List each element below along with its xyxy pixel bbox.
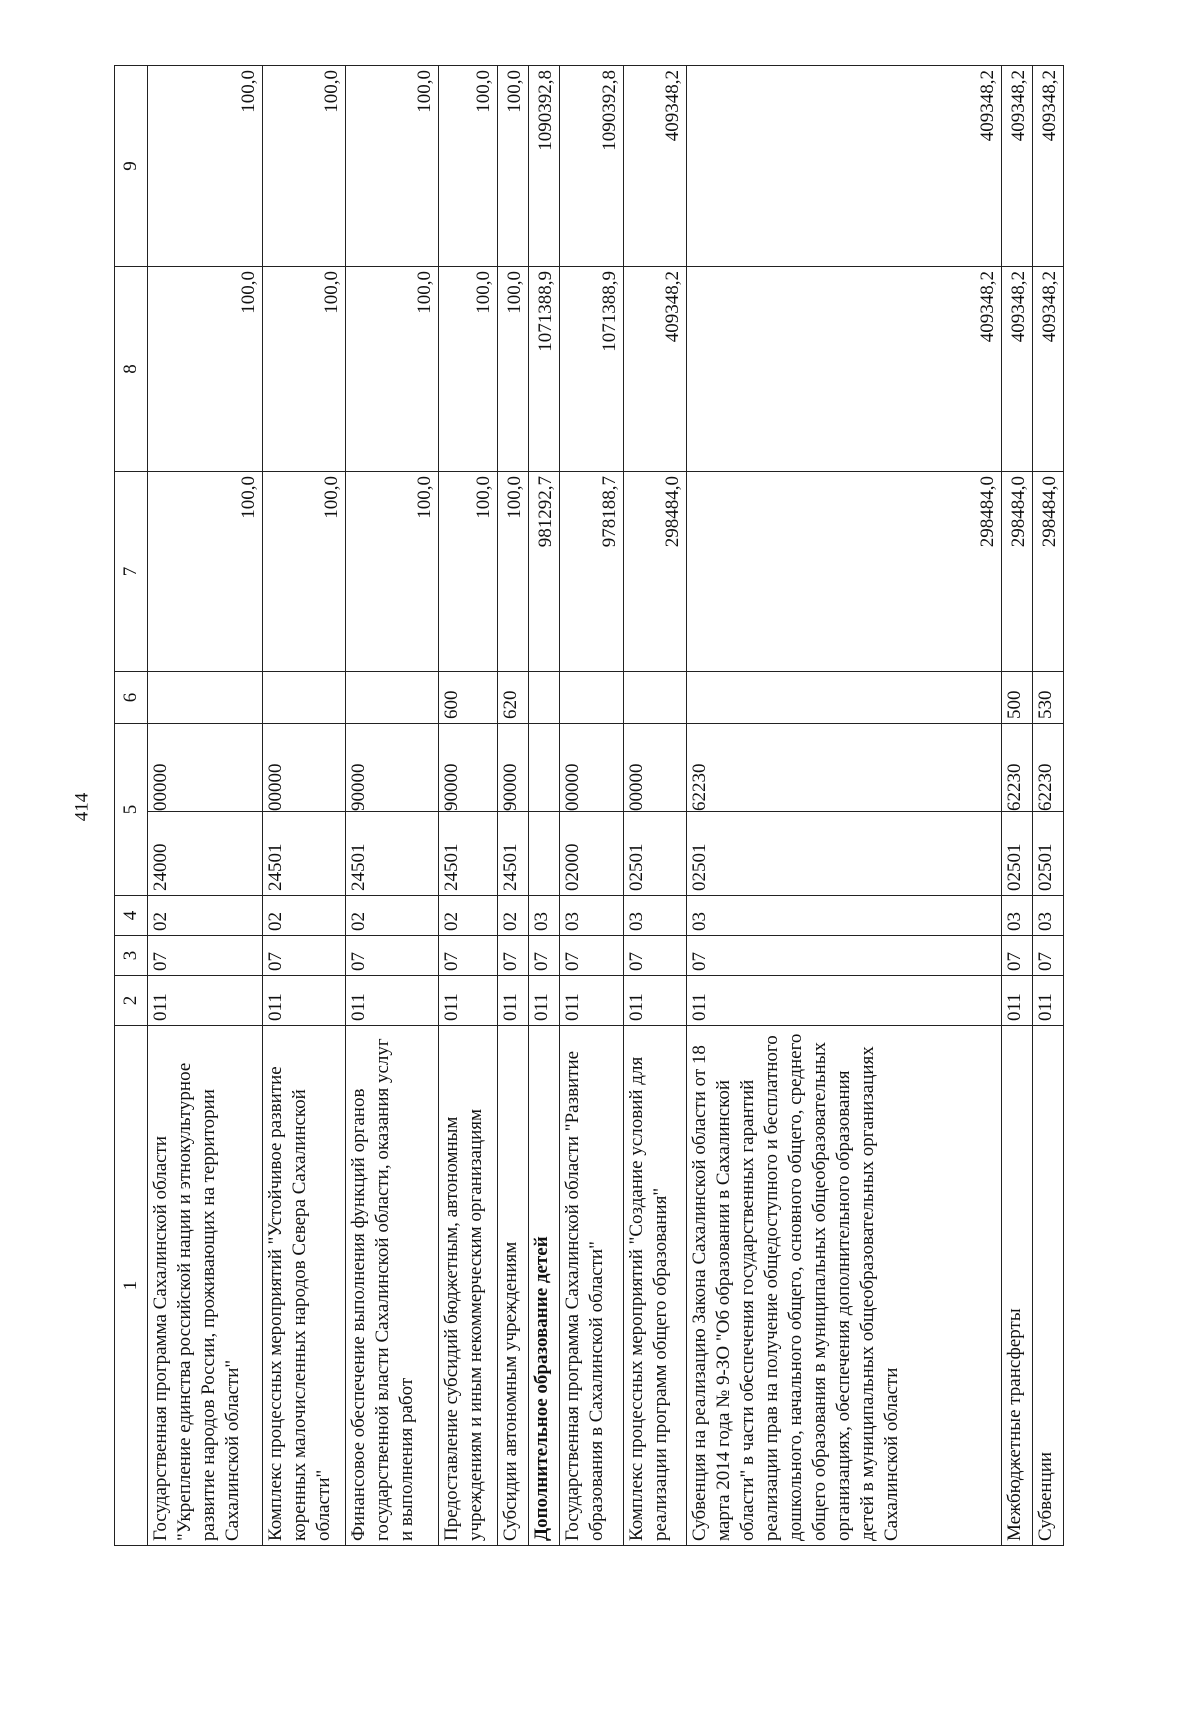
code-2-cell: 011: [528, 976, 559, 1026]
value-9-cell: 409348,2: [1033, 66, 1064, 267]
value-7-cell: 298484,0: [1002, 472, 1033, 672]
value-9-cell: 409348,2: [1002, 66, 1033, 267]
table-row: [498, 66, 529, 1546]
value-7-cell: 298484,0: [1033, 472, 1064, 672]
code-5b-cell: 00000: [262, 724, 346, 812]
value-7-cell: 100,0: [148, 472, 263, 672]
code-5a-cell: 02501: [1033, 812, 1064, 896]
code-2-cell: 011: [1033, 976, 1064, 1026]
code-3-cell: 07: [262, 936, 346, 976]
code-2-cell: 011: [148, 976, 263, 1026]
code-6-cell: 500: [1002, 672, 1033, 724]
value-8-cell: 409348,2: [687, 267, 1002, 472]
value-7-cell: 978188,7: [559, 472, 623, 672]
col-header-4: 4: [115, 896, 148, 936]
col-header-9: 9: [115, 66, 148, 267]
code-3-cell: 07: [1002, 936, 1033, 976]
col-header-2: 2: [115, 976, 148, 1026]
table-row: [346, 66, 438, 1546]
code-5a-cell: 02501: [1002, 812, 1033, 896]
code-6-cell: 600: [438, 672, 497, 724]
code-5a-cell: 02501: [687, 812, 1002, 896]
code-5b-cell: 62230: [1033, 724, 1064, 812]
table-row: [262, 66, 346, 1546]
value-9-cell: 409348,2: [687, 66, 1002, 267]
code-5b-cell: 90000: [498, 724, 529, 812]
code-4-cell: 03: [623, 896, 687, 936]
row-name-cell: Комплекс процессных мероприятий "Создание условий для реализации программ общего образования": [623, 1026, 687, 1546]
code-6-cell: 530: [1033, 672, 1064, 724]
table-row: [438, 66, 497, 1546]
value-7-cell: 298484,0: [623, 472, 687, 672]
value-8-cell: 409348,2: [623, 267, 687, 472]
code-4-cell: 03: [1002, 896, 1033, 936]
value-7-cell: 100,0: [498, 472, 529, 672]
code-6-cell: [262, 672, 346, 724]
table-body: [148, 66, 1064, 1546]
code-5a-cell: 24501: [438, 812, 497, 896]
code-4-cell: 03: [559, 896, 623, 936]
code-5a-cell: 24501: [262, 812, 346, 896]
code-5a-cell: 24501: [346, 812, 438, 896]
value-8-cell: 100,0: [498, 267, 529, 472]
row-name-cell: Государственная программа Сахалинской области "Развитие образования в Сахалинской области": [559, 1026, 623, 1546]
code-2-cell: 011: [262, 976, 346, 1026]
value-7-cell: 981292,7: [528, 472, 559, 672]
rotated-table-container: [114, 66, 1064, 1546]
code-6-cell: [148, 672, 263, 724]
value-7-cell: 298484,0: [687, 472, 1002, 672]
row-name-cell: Субвенции: [1033, 1026, 1064, 1546]
code-5a-cell: 02000: [559, 812, 623, 896]
code-3-cell: 07: [1033, 936, 1064, 976]
value-9-cell: 100,0: [438, 66, 497, 267]
code-6-cell: [559, 672, 623, 724]
value-7-cell: 100,0: [262, 472, 346, 672]
table-row: [559, 66, 623, 1546]
code-6-cell: [687, 672, 1002, 724]
value-8-cell: 1071388,9: [559, 267, 623, 472]
code-5a-cell: 02501: [623, 812, 687, 896]
row-name-cell: Межбюджетные трансферты: [1002, 1026, 1033, 1546]
value-9-cell: 1090392,8: [528, 66, 559, 267]
col-header-1: 1: [115, 1026, 148, 1546]
row-name-cell: Государственная программа Сахалинской области "Укрепление единства российской нации и этнокультурное развитие народов России, проживающих на территории Сахалинской области": [148, 1026, 263, 1546]
col-header-7: 7: [115, 472, 148, 672]
code-3-cell: 07: [559, 936, 623, 976]
value-9-cell: 100,0: [148, 66, 263, 267]
code-2-cell: 011: [498, 976, 529, 1026]
code-3-cell: 07: [148, 936, 263, 976]
code-6-cell: [623, 672, 687, 724]
table-row: [623, 66, 687, 1546]
code-2-cell: 011: [438, 976, 497, 1026]
row-name-cell: Субвенция на реализацию Закона Сахалинской области от 18 марта 2014 года № 9-ЗО "Об образовании в Сахалинской области" в части обеспечения государственных гарантий реализации прав на получение общедоступного и бесплатного дошкольного, начального общего, основного общего, среднего общего образования в муниципальных общеобразовательных организациях, обеспечения дополнительного образования детей в муниципальных общеобразовательных организациях Сахалинской области: [687, 1026, 1002, 1546]
code-5b-cell: 90000: [438, 724, 497, 812]
value-8-cell: 1071388,9: [528, 267, 559, 472]
code-4-cell: 02: [262, 896, 346, 936]
row-name-cell: Дополнительное образование детей: [528, 1026, 559, 1546]
row-name-cell: Предоставление субсидий бюджетным, автономным учреждениям и иным некоммерческим организациям: [438, 1026, 497, 1546]
code-2-cell: 011: [687, 976, 1002, 1026]
value-8-cell: 100,0: [346, 267, 438, 472]
code-2-cell: 011: [623, 976, 687, 1026]
budget-table: [114, 65, 1064, 1546]
value-9-cell: 100,0: [498, 66, 529, 267]
code-6-cell: [346, 672, 438, 724]
code-5a-cell: 24000: [148, 812, 263, 896]
col-header-6: 6: [115, 672, 148, 724]
value-9-cell: 1090392,8: [559, 66, 623, 267]
code-4-cell: 02: [346, 896, 438, 936]
code-5b-cell: 62230: [687, 724, 1002, 812]
value-7-cell: 100,0: [346, 472, 438, 672]
code-5b-cell: 00000: [623, 724, 687, 812]
code-5b-cell: 00000: [148, 724, 263, 812]
code-3-cell: 07: [623, 936, 687, 976]
code-6-cell: [528, 672, 559, 724]
table-row: [1033, 66, 1064, 1546]
code-2-cell: 011: [346, 976, 438, 1026]
value-8-cell: 100,0: [148, 267, 263, 472]
code-4-cell: 03: [528, 896, 559, 936]
table-row: [1002, 66, 1033, 1546]
code-5a-cell: 24501: [498, 812, 529, 896]
code-4-cell: 02: [148, 896, 263, 936]
value-8-cell: 409348,2: [1002, 267, 1033, 472]
code-5b-cell: 90000: [346, 724, 438, 812]
code-5b-cell: 62230: [1002, 724, 1033, 812]
value-8-cell: 100,0: [262, 267, 346, 472]
value-8-cell: 100,0: [438, 267, 497, 472]
code-3-cell: 07: [687, 936, 1002, 976]
code-3-cell: 07: [528, 936, 559, 976]
code-5b-cell: [528, 724, 559, 812]
table-row: [148, 66, 263, 1546]
col-header-3: 3: [115, 936, 148, 976]
code-4-cell: 03: [687, 896, 1002, 936]
code-4-cell: 02: [438, 896, 497, 936]
page-number: 414: [71, 792, 93, 822]
code-3-cell: 07: [438, 936, 497, 976]
row-name-cell: Комплекс процессных мероприятий "Устойчивое развитие коренных малочисленных народов Севера Сахалинской области": [262, 1026, 346, 1546]
value-9-cell: 100,0: [346, 66, 438, 267]
table-row: [528, 66, 559, 1546]
row-name-cell: Субсидии автономным учреждениям: [498, 1026, 529, 1546]
code-4-cell: 03: [1033, 896, 1064, 936]
col-header-8: 8: [115, 267, 148, 472]
code-2-cell: 011: [559, 976, 623, 1026]
header-row: [115, 66, 148, 1546]
code-5a-cell: [528, 812, 559, 896]
code-3-cell: 07: [498, 936, 529, 976]
code-6-cell: 620: [498, 672, 529, 724]
code-2-cell: 011: [1002, 976, 1033, 1026]
code-5b-cell: 00000: [559, 724, 623, 812]
value-7-cell: 100,0: [438, 472, 497, 672]
value-9-cell: 409348,2: [623, 66, 687, 267]
table-row: [687, 66, 1002, 1546]
row-name-cell: Финансовое обеспечение выполнения функций органов государственной власти Сахалинской области, оказания услуг и выполнения работ: [346, 1026, 438, 1546]
col-header-5: 5: [115, 724, 148, 896]
value-9-cell: 100,0: [262, 66, 346, 267]
code-3-cell: 07: [346, 936, 438, 976]
value-8-cell: 409348,2: [1033, 267, 1064, 472]
code-4-cell: 02: [498, 896, 529, 936]
